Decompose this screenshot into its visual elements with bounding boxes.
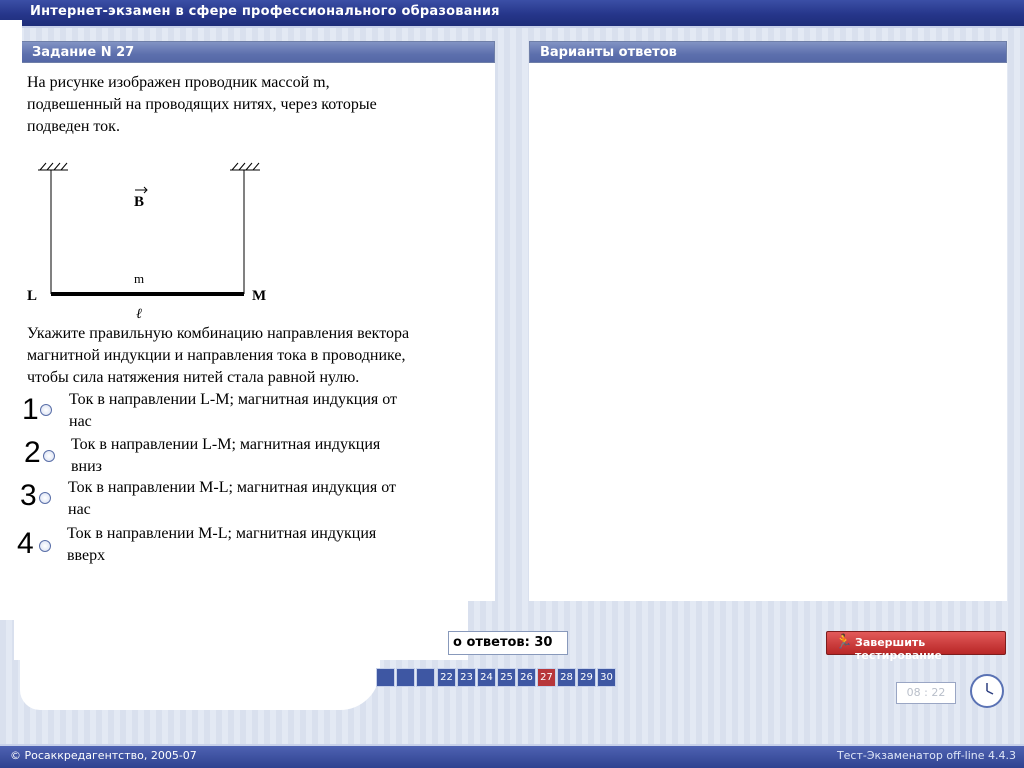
finish-test-button[interactable] bbox=[826, 631, 1006, 662]
copyright-text: © Росаккредагентство, 2005-07 bbox=[10, 749, 197, 762]
label-length: ℓ bbox=[136, 307, 142, 322]
nav-page[interactable]: 30 bbox=[597, 668, 616, 687]
intro-line-3: подведен ток. bbox=[27, 118, 120, 135]
question-panel-header bbox=[21, 41, 495, 63]
option-number: 4 bbox=[17, 527, 34, 560]
option-text[interactable]: Ток в направлении M-L; магнитная индукция вверх bbox=[67, 525, 377, 564]
nav-page[interactable]: 23 bbox=[457, 668, 476, 687]
option-radio[interactable] bbox=[39, 540, 51, 552]
nav-page[interactable]: 24 bbox=[477, 668, 496, 687]
question-intro bbox=[27, 72, 377, 138]
option-number: 3 bbox=[20, 479, 37, 512]
running-man-icon: 🏃 bbox=[835, 634, 853, 650]
app-title: Интернет-экзамен в сфере профессионального образования bbox=[30, 4, 500, 19]
white-overlay-corner bbox=[20, 655, 380, 710]
instruction-line-2: магнитной индукции и направления тока в проводнике, bbox=[27, 347, 406, 364]
clock-icon bbox=[970, 674, 1004, 708]
question-number: Задание N 27 bbox=[32, 45, 135, 60]
instruction-line-1: Укажите правильную комбинацию направления вектора bbox=[27, 325, 410, 342]
timer-display: 08 : 22 bbox=[896, 682, 956, 704]
answers-counter-text: о ответов: 30 bbox=[453, 635, 553, 650]
nav-page[interactable]: 28 bbox=[557, 668, 576, 687]
label-left: L bbox=[27, 288, 38, 304]
version-text: Тест-Экзаменатор off-line 4.4.3 bbox=[836, 749, 1016, 762]
option-text[interactable]: Ток в направлении L-M; магнитная индукция вниз bbox=[71, 436, 381, 475]
title-bar bbox=[0, 0, 1024, 28]
option-text[interactable]: Ток в направлении L-M; магнитная индукция от нас bbox=[69, 391, 398, 430]
nav-page[interactable]: 29 bbox=[577, 668, 596, 687]
option-radio[interactable] bbox=[39, 492, 51, 504]
finish-button-label: Завершить тестирование bbox=[855, 636, 943, 662]
answers-panel-title: Варианты ответов bbox=[540, 45, 677, 60]
nav-page[interactable]: 26 bbox=[517, 668, 536, 687]
intro-line-2: подвешенный на проводящих нитях, через которые bbox=[27, 96, 377, 113]
nav-hidden[interactable] bbox=[396, 668, 415, 687]
question-instruction bbox=[27, 323, 409, 389]
label-mass: m bbox=[134, 271, 145, 286]
white-overlay-bottom bbox=[14, 600, 468, 660]
status-bar bbox=[0, 744, 1024, 768]
option-number: 1 bbox=[22, 393, 39, 426]
answers-panel-header bbox=[529, 41, 1007, 63]
option-text[interactable]: Ток в направлении M-L; магнитная индукция от нас bbox=[68, 479, 397, 518]
nav-page-current[interactable]: 27 bbox=[537, 668, 556, 687]
option-radio[interactable] bbox=[40, 404, 52, 416]
option-number: 2 bbox=[24, 436, 41, 469]
answers-panel bbox=[529, 63, 1007, 601]
label-b: B bbox=[134, 194, 145, 210]
nav-hidden[interactable] bbox=[416, 668, 435, 687]
label-right: M bbox=[252, 288, 267, 304]
nav-page[interactable]: 22 bbox=[437, 668, 456, 687]
answers-counter bbox=[448, 631, 568, 655]
conductor-figure bbox=[20, 155, 280, 325]
option-radio[interactable] bbox=[43, 450, 55, 462]
nav-page[interactable]: 25 bbox=[497, 668, 516, 687]
instruction-line-3: чтобы сила натяжения нитей стала равной нулю. bbox=[27, 369, 360, 386]
nav-hidden[interactable] bbox=[376, 668, 395, 687]
intro-line-1: На рисунке изображен проводник массой m, bbox=[27, 74, 330, 91]
